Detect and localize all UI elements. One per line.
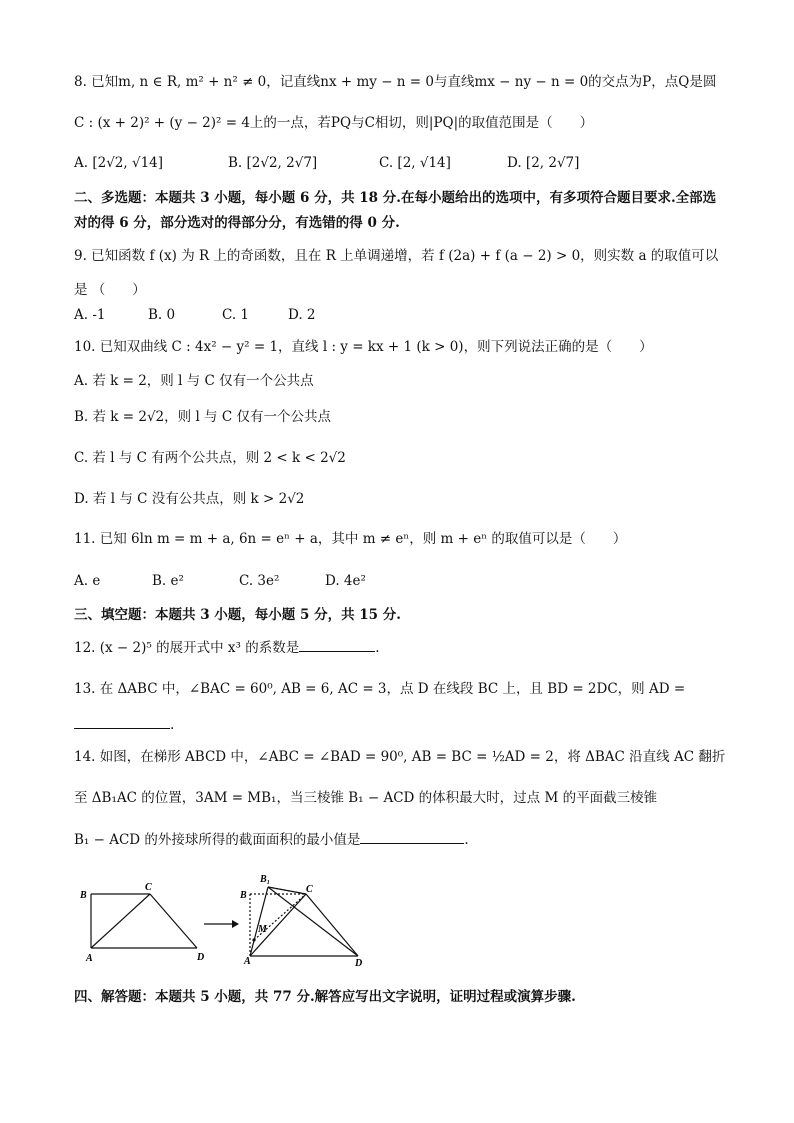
q8-line1: 8. 已知m, n ∈ R, m² + n² ≠ 0，记直线nx + my − n = 0与直线mx − ny − n = 0的交点为P，点Q是圆 bbox=[74, 74, 717, 90]
label-m: M bbox=[258, 924, 267, 935]
point-m bbox=[252, 938, 255, 941]
q10-option-d: D. 若 l 与 C 没有公共点，则 k > 2√2 bbox=[74, 491, 305, 507]
q12-end: . bbox=[375, 640, 380, 656]
label-c: C bbox=[145, 882, 152, 893]
label-c-right: C bbox=[306, 884, 313, 895]
q11-option-d: D. 4e² bbox=[325, 573, 366, 589]
label-d: D bbox=[197, 952, 205, 963]
q13-line1: 13. 在 ΔABC 中，∠BAC = 60⁰, AB = 6, AC = 3，点 D 在线段 BC 上，且 BD = 2DC，则 AD = bbox=[74, 681, 686, 697]
q13-line2 bbox=[74, 714, 174, 735]
q10-option-a: A. 若 k = 2，则 l 与 C 仅有一个公共点 bbox=[74, 373, 314, 389]
q8-option-b: B. [2√2, 2√7] bbox=[228, 155, 318, 171]
label-b-right: B bbox=[240, 890, 247, 901]
q10-stem: 10. 已知双曲线 C : 4x² − y² = 1，直线 l : y = kx + 1 (k > 0)，则下列说法正确的是（ ） bbox=[74, 339, 653, 355]
q14-answer-blank[interactable] bbox=[360, 829, 464, 844]
edge-cd bbox=[150, 894, 197, 948]
q8-line2: C : (x + 2)² + (y − 2)² = 4上的一点，若PQ与C相切，则|PQ|的取值范围是（ ） bbox=[74, 115, 594, 131]
q12-line bbox=[74, 637, 380, 658]
q9-option-d: D. 2 bbox=[288, 307, 316, 323]
label-d-right: D bbox=[355, 958, 363, 969]
q8-option-d: D. [2, 2√7] bbox=[507, 155, 580, 171]
q14-end: . bbox=[464, 832, 469, 848]
q13-answer-blank[interactable] bbox=[74, 714, 170, 729]
q12-answer-blank[interactable] bbox=[299, 637, 375, 652]
q10-option-c: C. 若 l 与 C 有两个公共点，则 2 < k < 2√2 bbox=[74, 450, 346, 466]
right-pyramid bbox=[250, 887, 358, 956]
q14-line3 bbox=[74, 829, 469, 850]
section3-title: 三、填空题：本题共 3 小题，每小题 5 分，共 15 分. bbox=[74, 607, 401, 623]
section4-title: 四、解答题：本题共 5 小题，共 77 分.解答应写出文字说明，证明过程或演算步骤. bbox=[74, 989, 576, 1005]
q14-text: B₁ − ACD 的外接球所得的截面面积的最小值是 bbox=[74, 832, 361, 848]
q10-option-b: B. 若 k = 2√2，则 l 与 C 仅有一个公共点 bbox=[74, 409, 331, 425]
q11-option-a: A. e bbox=[74, 573, 101, 589]
q11-option-c: C. 3e² bbox=[239, 573, 280, 589]
q9-option-c: C. 1 bbox=[222, 307, 250, 323]
left-trapezoid bbox=[91, 894, 197, 948]
q8-option-a: A. [2√2, √14] bbox=[74, 155, 164, 171]
q13-end: . bbox=[170, 717, 175, 733]
q9-option-b: B. 0 bbox=[148, 307, 176, 323]
label-b: B bbox=[80, 890, 87, 901]
section2-line2: 对的得 6 分，部分选对的得部分分，有选错的得 0 分. bbox=[74, 215, 400, 231]
q14-line2: 至 ΔB₁AC 的位置，3AM = MB₁，当三棱锥 B₁ − ACD 的体积最大时，过点 M 的平面截三棱锥 bbox=[74, 790, 658, 806]
q9-line2: 是 （ ） bbox=[74, 282, 146, 298]
q11-stem: 11. 已知 6ln m = m + a, 6n = eⁿ + a，其中 m ≠ eⁿ，则 m + eⁿ 的取值可以是（ ） bbox=[74, 531, 627, 547]
label-b1: B₁ bbox=[260, 874, 271, 885]
label-a-right: A bbox=[244, 956, 251, 967]
arrow-icon bbox=[204, 920, 239, 928]
q14-line1: 14. 如图，在梯形 ABCD 中，∠ABC = ∠BAD = 90⁰, AB = BC = ½AD = 2，将 ΔBAC 沿直线 AC 翻折 bbox=[74, 749, 726, 765]
trapezoid-fold-figure bbox=[74, 872, 374, 972]
label-a: A bbox=[86, 953, 93, 964]
q9-line1: 9. 已知函数 f (x) 为 R 上的奇函数，且在 R 上单调递增，若 f (2a) + f (a − 2) > 0，则实数 a 的取值可以 bbox=[74, 248, 719, 264]
q9-option-a: A. -1 bbox=[74, 307, 106, 323]
edge-cd bbox=[306, 894, 358, 956]
section2-line1: 二、多选题：本题共 3 小题，每小题 6 分，共 18 分.在每小题给出的选项中，有多项符合题目要求.全部选 bbox=[74, 190, 717, 206]
q8-option-c: C. [2, √14] bbox=[379, 155, 451, 171]
q11-option-b: B. e² bbox=[152, 573, 184, 589]
q12-text: 12. (x − 2)⁵ 的展开式中 x³ 的系数是 bbox=[74, 640, 300, 656]
diagonal-ac bbox=[91, 894, 150, 948]
